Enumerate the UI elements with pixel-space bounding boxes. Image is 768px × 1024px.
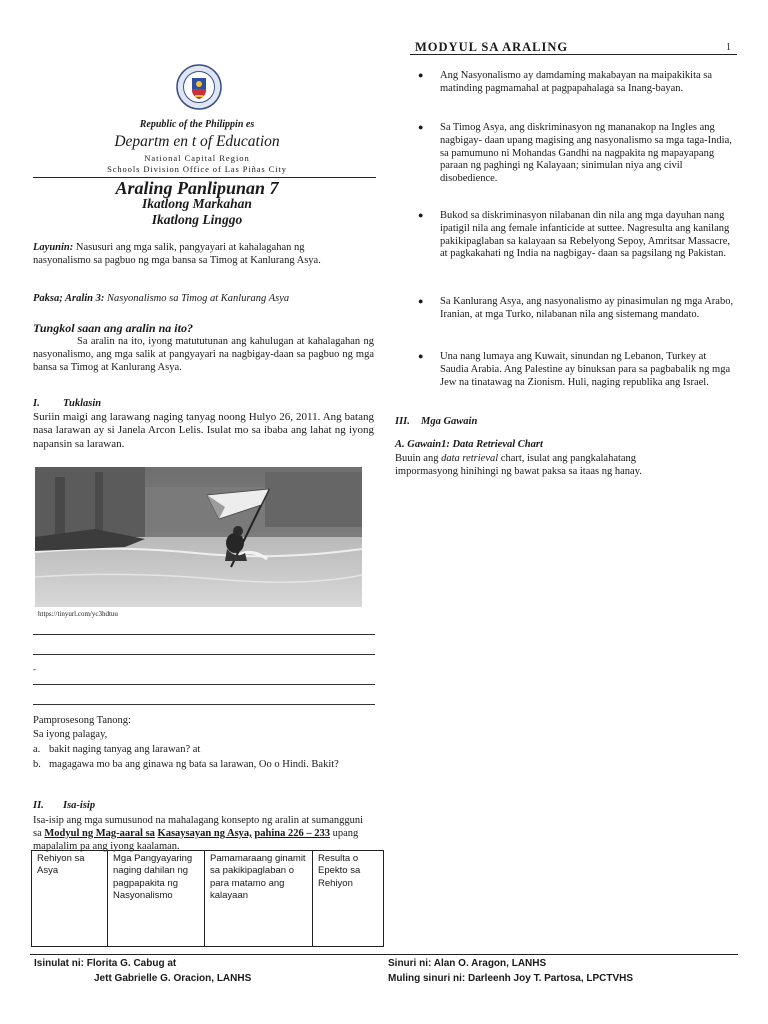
tungkol-text: Sa aralin na ito, iyong matututunan ang kahulugan at kahalagahan ng nasyonalismo, ang mga salik at pangyayari na nagbigay-daan sa pagbuo ng mga bansa sa Timog at Kanlurang Asya. — [33, 336, 374, 373]
deped-seal-icon — [176, 64, 222, 110]
layunin-paragraph — [33, 242, 341, 268]
bullet-text: Una nang lumaya ang Kuwait, sinundan ng Lebanon, Turkey at Saudia Arabia. Ang Palestine ay binuksan para sa pagbabalik ng mga Jew na tinatawag na Zionism. Huli, naging republika ang Israel. — [440, 351, 731, 388]
table-cell[interactable]: Rehiyon sa Asya — [32, 851, 108, 947]
tuklasin-number: I. — [33, 398, 40, 409]
paksa-label: Paksa; Aralin 3: — [33, 293, 105, 304]
bullet-item — [418, 351, 736, 389]
isaisip-text-part: upang mapalalim pa ang iyong kaalaman. — [33, 827, 359, 852]
bullet-text: Ang Nasyonalismo ay damdaming makabayan na maipakikita sa matinding pagmamahal at pagpapahalaga sa Inang-bayan. — [440, 70, 713, 94]
region-line: National Capital Region — [144, 153, 250, 163]
tuklasin-text: Suriin maigi ang larawang naging tanyag noong Hulyo 26, 2011. Ang batang nasa larawan ay si Janela Arcon Lelis. Isulat mo sa ibaba ang lahat ng iyong napansin sa larawan. — [33, 411, 374, 450]
bullet-dot-icon: ● — [418, 351, 424, 361]
photo-credit: https://tinyurl.com/yc3hdtuu — [38, 610, 118, 618]
department-line: Departm en t of Education — [114, 133, 280, 150]
table-cell[interactable]: Pamamaraang ginamit sa pakikipaglaban o para matamo ang kalayaan — [205, 851, 313, 947]
question-b-letter: b. — [33, 759, 41, 770]
answer-line — [33, 684, 375, 685]
answer-line — [33, 654, 375, 655]
footer-writers: Isinulat ni: Florita G. Cabug at — [34, 958, 177, 969]
paksa-text: Nasyonalismo sa Timog at Kanlurang Asya — [104, 293, 290, 304]
gawain1-text-part: chart, isulat ang pangkalahatang impormasyong hinihingi ng bawat paksa sa itaas ng hanay. — [395, 453, 642, 477]
bullet-item — [418, 296, 736, 322]
subject-title: Araling Panlipunan 7 — [115, 178, 279, 198]
kasaysayan-reference: Kasaysayan ng Asya, — [157, 827, 252, 839]
module-title: MODYUL SA ARALING — [415, 40, 569, 54]
quarter-title: Ikatlong Markahan — [142, 196, 252, 211]
table-row — [32, 851, 384, 947]
isaisip-number: II. — [33, 800, 44, 811]
isaisip-title: Isa-isip — [63, 800, 96, 811]
question-a — [33, 744, 200, 757]
flood-flag-photo — [35, 467, 362, 607]
bullet-item — [418, 210, 736, 261]
bullet-text: Bukod sa diskriminasyon nilabanan din nila ang mga dayuhan nang ipatigil nila ang female infanticide at suttee. Nagresulta ang kanilang pakikipaglaban sa kalayaan sa Rebelyong Sepoy, Amritsar Massacre, at pagkakahati ng India na nagbigay- daan sa pagsilang ng Pakistan. — [440, 210, 731, 260]
bullet-item — [418, 70, 736, 96]
gawain1-text-part: Buuin ang — [395, 453, 442, 464]
question-a-text: bakit naging tanyag ang larawan? at — [49, 744, 201, 755]
footer-reviewer: Sinuri ni: Alan O. Aragon, LANHS — [388, 958, 547, 969]
table-cell[interactable]: Mga Pangyayaring naging dahilan ng pagpapakita ng Nasyonalismo — [108, 851, 205, 947]
paksa-paragraph — [33, 293, 373, 306]
tungkol-heading: Tungkol saan ang aralin na ito? — [33, 321, 193, 335]
question-a-letter: a. — [33, 744, 41, 755]
tuklasin-heading — [33, 398, 101, 411]
mga-gawain-number: III. — [395, 416, 410, 427]
layunin-text: Nasusuri ang mga salik, pangyayari at kahalagahan ng nasyonalismo sa pagbuo ng mga bansa sa Timog at Kanlurang Asya. — [33, 242, 321, 266]
gawain1-text-italic: data retrieval — [441, 453, 499, 464]
gawain1-heading: A. Gawain1: Data Retrieval Chart — [395, 439, 543, 450]
table-cell[interactable]: Resulta o Epekto sa Rehiyon — [313, 851, 384, 947]
isaisip-text-part: Isa-isip ang mga sumusunod na mahalagang konsepto ng aralin at sumangguni sa — [33, 815, 364, 839]
tuklasin-title: Tuklasin — [63, 398, 102, 409]
pamprosesong-sub: Sa iyong palagay, — [33, 729, 108, 740]
question-b-text: magagawa mo ba ang ginawa ng bata sa larawan, Oo o Hindi. Bakit? — [49, 759, 339, 770]
mga-gawain-heading — [395, 416, 477, 429]
question-b — [33, 759, 363, 772]
modyul-reference: Modyul ng Mag-aaral sa — [44, 827, 155, 839]
layunin-label: Layunin: — [33, 242, 74, 253]
bullet-text: Sa Timog Asya, ang diskriminasyon ng mananakop na Ingles ang nagbigay- daan upang magising ang nasyonalismo sa mga taga-India, sa pamumuno ni Mohandas Gandhi na nagpakita ng mapayapang paraan ng paghingi ng Kalayaan; sinimulan niya ang civil disobedience. — [440, 122, 732, 185]
bullet-dot-icon: ● — [418, 70, 424, 80]
gawain1-text — [395, 453, 695, 479]
bullet-item — [418, 122, 736, 186]
footer-writers-continued: Jett Gabrielle G. Oracion, LANHS — [94, 973, 252, 984]
bullet-dot-icon: ● — [418, 122, 424, 132]
answer-line — [33, 634, 375, 635]
isaisip-text — [33, 815, 374, 853]
footer-second-reviewer: Muling sinuri ni: Darleenh Joy T. Partosa, LPCTVHS — [388, 973, 634, 984]
division-line: Schools Division Office of Las Piñas City — [107, 164, 287, 174]
bullet-dot-icon: ● — [418, 210, 424, 220]
isaisip-heading — [33, 800, 95, 813]
mga-gawain-title: Mga Gawain — [421, 416, 478, 427]
header-rule — [410, 54, 737, 55]
bullet-dot-icon: ● — [418, 296, 424, 306]
footer-rule — [30, 954, 738, 955]
bullet-text: Sa Kanlurang Asya, ang nasyonalismo ay pinasimulan ng mga Arabo, Iranian, at mga Turko, nilabanan nila ang sistemang mandato. — [440, 296, 734, 320]
answer-dash: - — [33, 664, 36, 674]
pamprosesong-heading: Pamprosesong Tanong: — [33, 715, 131, 726]
republic-line: Republic of the Philippin es — [139, 119, 255, 130]
page-number: 1 — [726, 42, 731, 53]
answer-line — [33, 704, 375, 705]
page-reference: pahina 226 – 233 — [254, 827, 330, 839]
week-title: Ikatlong Linggo — [151, 212, 243, 227]
concept-table — [31, 850, 384, 947]
